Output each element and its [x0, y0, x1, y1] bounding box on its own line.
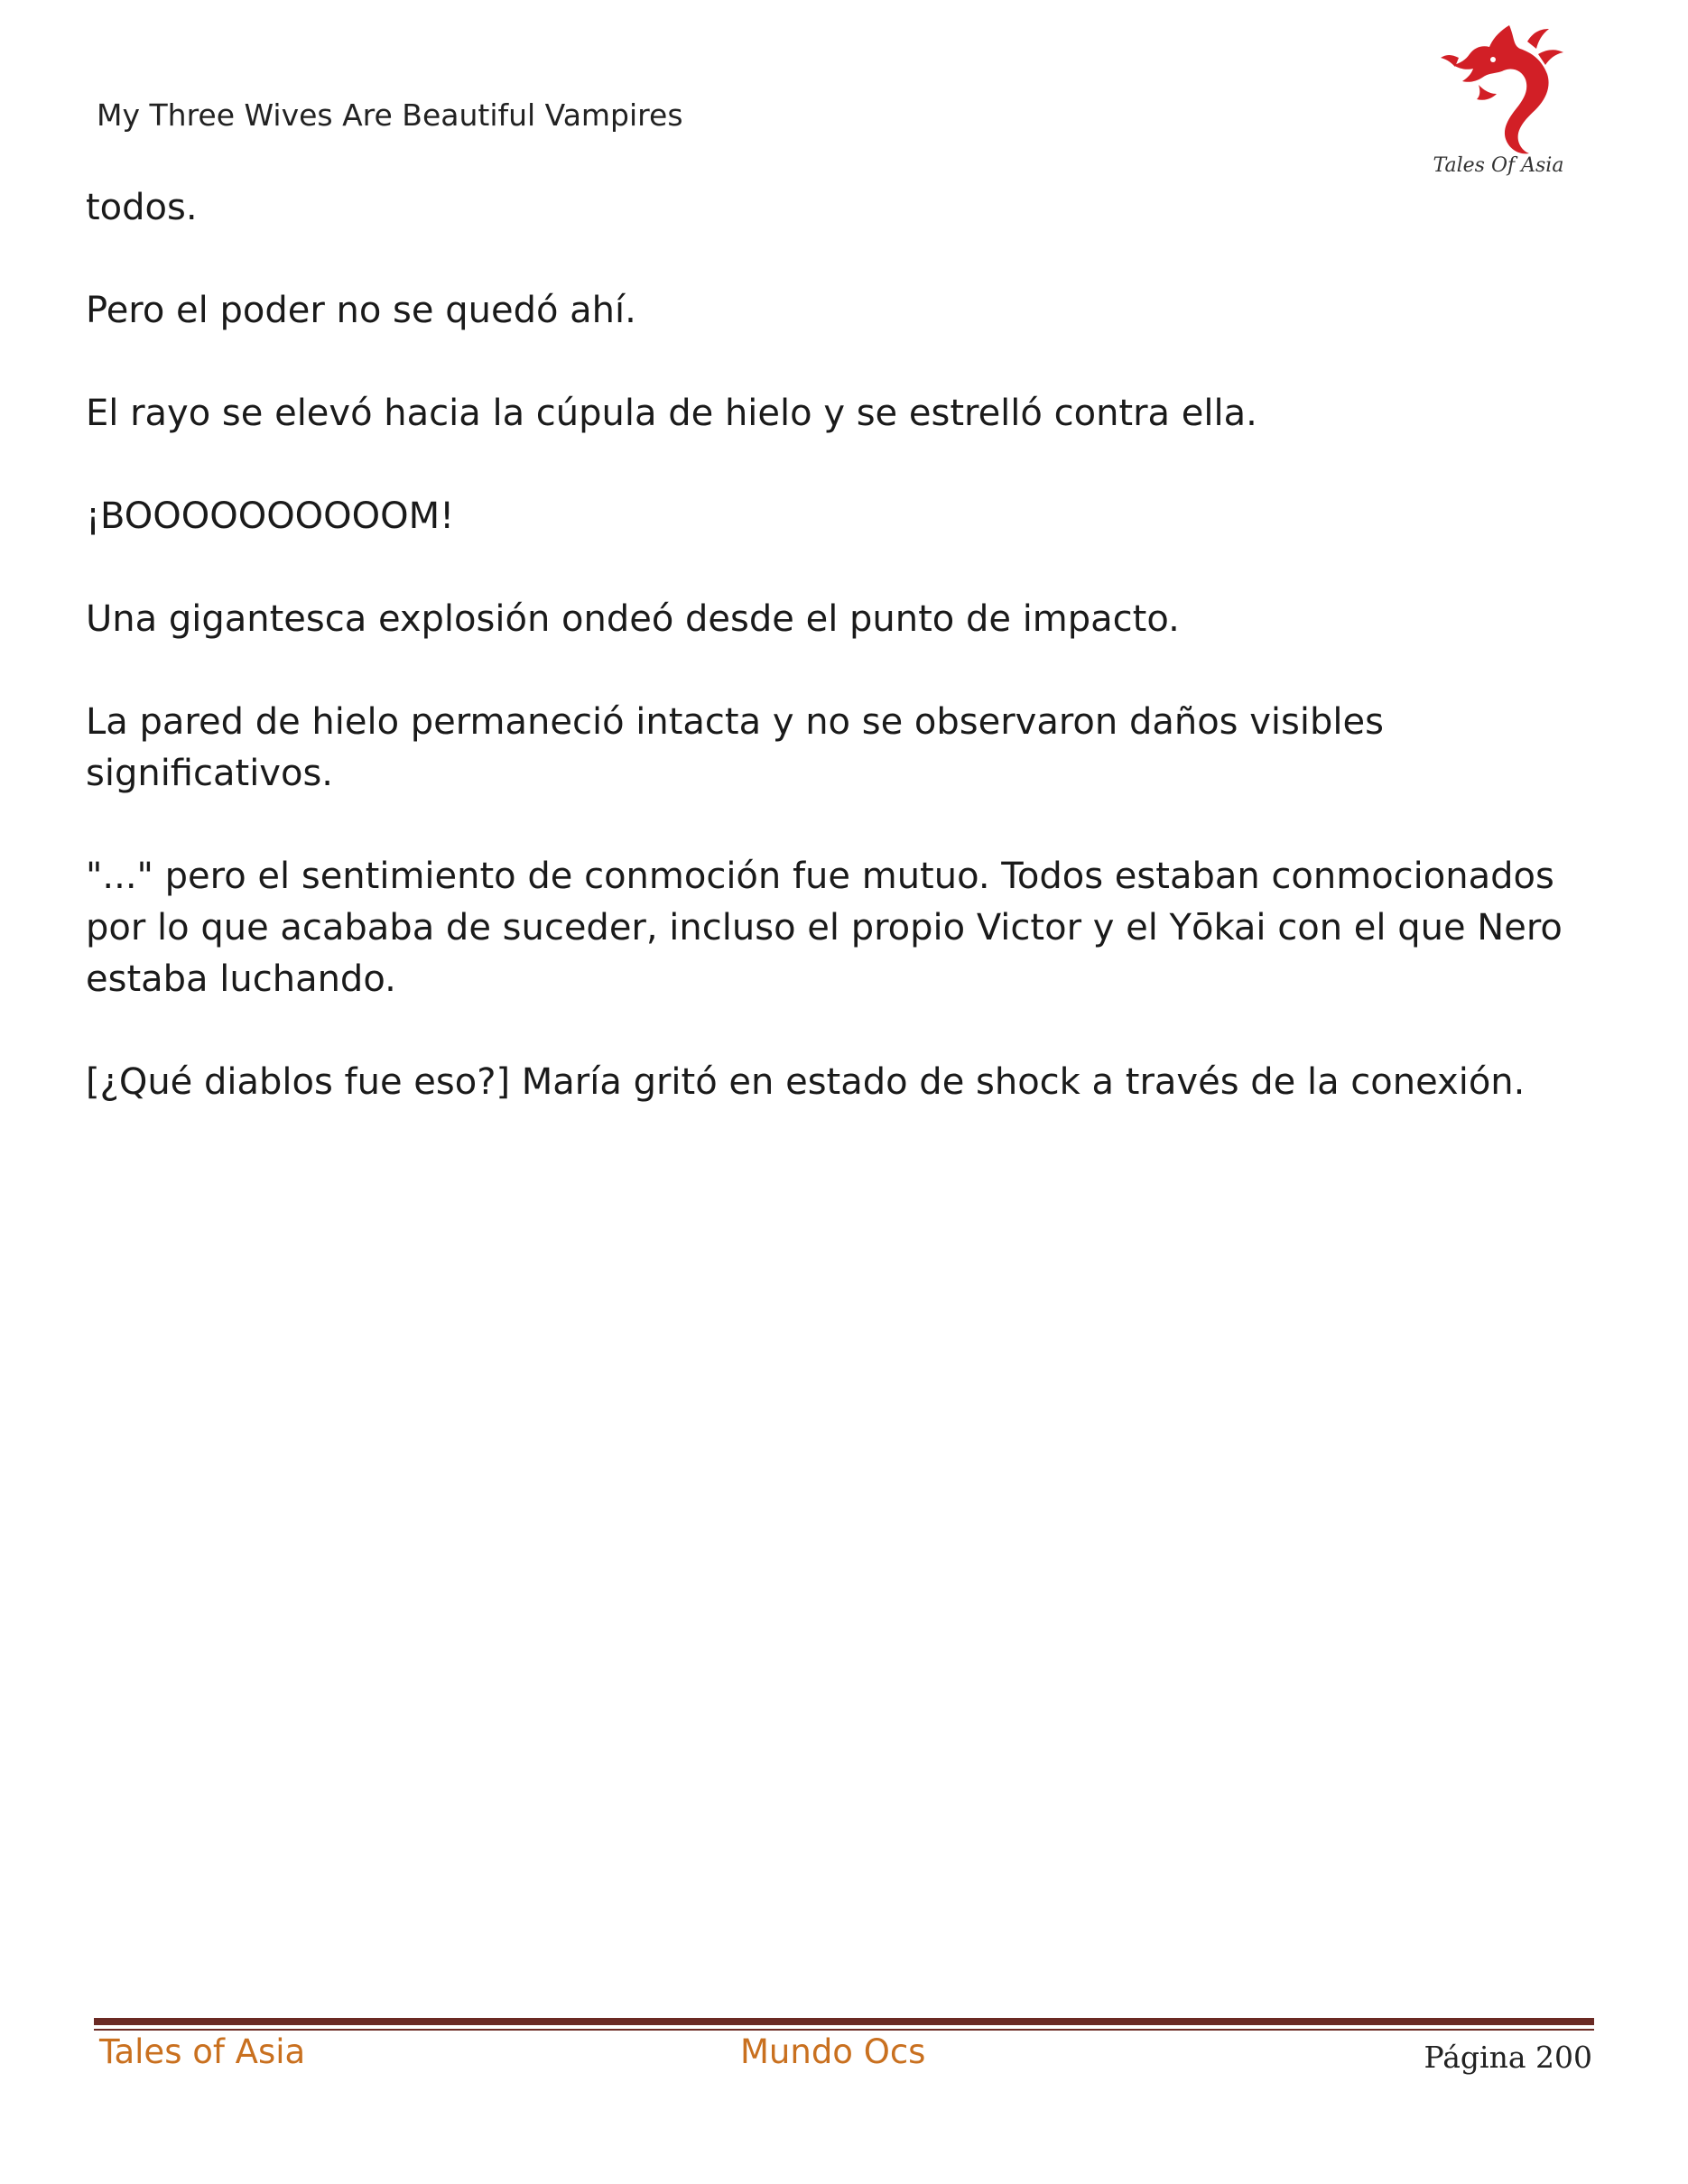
- paragraph: "..." pero el sentimiento de conmoción fue mutuo. Todos estaban conmocionados por lo que acababa de suceder, incluso el propio Victor y el Yōkai con el que Nero estaba luchando.: [86, 856, 1563, 1000]
- logo-text: Tales Of Asia: [1433, 154, 1564, 177]
- tales-of-asia-logo: [1426, 18, 1571, 180]
- paragraph: Pero el poder no se quedó ahí.: [86, 290, 636, 331]
- chapter-body: [86, 182, 1620, 1160]
- footer-divider-thin: [94, 2029, 1594, 2031]
- paragraph: El rayo se elevó hacia la cúpula de hielo y se estrelló contra ella.: [86, 393, 1257, 434]
- paragraph: Una gigantesca explosión ondeó desde el punto de impacto.: [86, 598, 1180, 640]
- page-number: Página 200: [1424, 2040, 1592, 2075]
- paragraph: [¿Qué diablos fue eso?] María gritó en estado de shock a través de la conexión.: [86, 1061, 1526, 1103]
- paragraph: todos.: [86, 187, 198, 228]
- paragraph: ¡BOOOOOOOOOOM!: [86, 495, 455, 537]
- footer-group-name: Mundo Ocs: [740, 2032, 926, 2071]
- paragraph: La pared de hielo permaneció intacta y no se observaron daños visibles significativos.: [86, 701, 1384, 794]
- footer-site-name: Tales of Asia: [99, 2032, 306, 2071]
- header-title: My Three Wives Are Beautiful Vampires: [97, 97, 683, 133]
- dragon-logo-icon: [1426, 18, 1571, 180]
- footer-divider: [94, 2018, 1594, 2025]
